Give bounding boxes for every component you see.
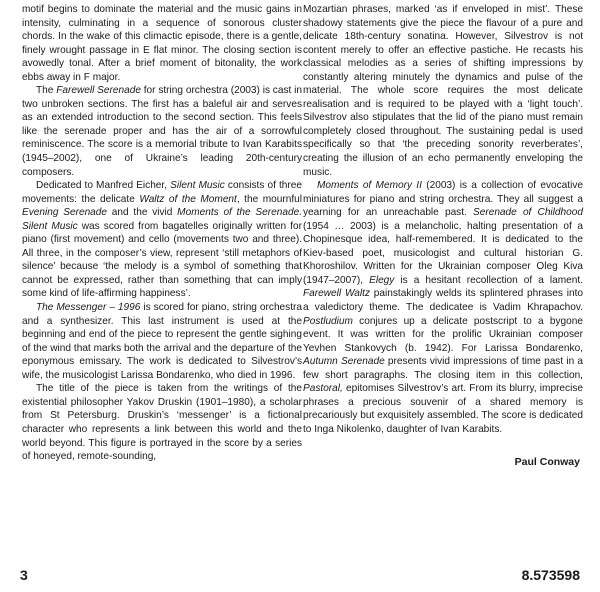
paragraph [22,382,302,463]
italic-title: Pastoral, [303,383,343,395]
italic-title: Evening Serenade [22,207,108,219]
italic-title: Silent Music [170,180,225,192]
paragraph [22,3,302,84]
text-run: Mozartian phrases, marked ‘as if enveloped in mist’. These shadowy statements give the piece the flavour of a pure and delicate 18th-century sonatina. However, Silvestrov is not content merely to offer an effective pastiche. He recasts his classical melodies as a series of shifting impressions by constantly altering minutely the dynamics and pulse of the material. The whole score requires the most delicate realisation and is required to be played with a ‘light touch’. Silvestrov also stipulates that the lid of the piano must remain completely closed throughout. The sustaining pedal is used specifically so that ‘the preceding sonority reverberates’, creating the illusion of an echo permanently enveloping the music. [303,4,583,178]
page-number: 3 [20,567,28,583]
right-text-column [303,3,583,437]
text-run: and the vivid [107,207,178,219]
italic-title: Serenade of Childhood [473,207,583,219]
text-run: conjures up a delicate postscript to a bygone event. It was written for the prolific Ukrainian composer Yevhen Stankovych (b. 1942). For Larissa Bondarenko, [303,315,583,354]
paragraph [22,179,302,301]
italic-title: Waltz of the Moment [139,193,237,205]
paragraph [303,179,583,436]
italic-title: Farewell Waltz [303,288,370,300]
italic-title: Elegy [369,274,395,286]
paragraph [22,301,302,382]
text-run: (2003) is a collection of evocative miniatures for piano and string orchestra. They all suggest a yearning for an unreachable past. [303,180,583,219]
text-run: is scored for piano, string orchestra and a synthesizer. This last instrument is used at the beginning and end of the piece to represent the gentle sighing of the wind that marks both the arrival and the departure of the eponymous emissary. The work is dedicated to Silvestrov’s wife, the musicologist Larissa Bondarenko, who died in 1996. [22,302,302,381]
text-run: for string orchestra (2003) is cast in two unbroken sections. The first has a baleful air and serves as an extended introduction to the second section. This feels like the serenade proper and has the air of a sorrowful reminiscence. The score is a memorial tribute to Ivan Karabits (1945–2002), one of Ukraine’s leading 20th-century composers. [22,85,302,178]
italic-title: The Messenger – 1996 [36,302,141,314]
author-signature: Paul Conway [514,456,580,468]
text-run: consists of three movements: the delicate [22,180,302,205]
text-run: was scored from bagatelles originally written for piano (first movement) and cello (movements two and three). All three, in the composer’s view, represent ‘still metaphors of silence’ because ‘the melody is a symbol of something that cannot be expressed, rather than something that can imply some kind of life-affirming happiness’. [22,220,302,300]
italic-title: Farewell Serenade [56,85,141,97]
text-run: is a hesitant recollection of a lament. [394,274,584,286]
paragraph [22,84,302,179]
text-run: The title of the piece is taken from the writings of the existential philosopher Yakov Druskin (1901–1980), a scholar from St Petersburg. Druskin’s ‘messenger’ is a fictional character who represents a link between this world and the world beyond. This figure is portrayed in the score by a series of honeyed, remote-sounding, [22,383,302,463]
paragraph [303,3,583,179]
italic-title: Autumn Serenade [303,356,385,368]
text-run: epitomises Silvestrov’s art. From its blurry, imprecise phrases a precious souvenir of a shared memory is precariously but exquisitely assembled. The score is dedicated to Inga Nikolenko, daughter of Ivan Karabits. [303,383,583,435]
text-run: presents vivid impressions of time past in a few short paragraphs. The closing item in this collection, [303,356,583,381]
text-run: painstakingly welds its splintered phrases into a valedictory theme. The dedicatee is Vadim Khrapachov. [303,288,584,314]
italic-title: Moments of Memory II [317,180,422,192]
text-run: Dedicated to Manfred Eicher, [36,180,171,192]
text-run: , the mournful [236,193,302,205]
left-text-column [22,3,302,464]
text-run: The [36,85,57,97]
text-run: (1954 … 2003) is a melancholic, halting presentation of a Chopinesque idea, half-remembered. It is dedicated to the Kiev-based poet, musicologist and cultural historian G. Khoroshilov. Written for the Ukrainian composer Oleg Kiva (1947–2007), [303,220,583,286]
text-run: motif begins to dominate the material and the music gains in intensity, culminating in a sequence of sonorous cluster chords. In the wake of this climactic episode, there is a gentle, finely wrought passage in E flat minor. The closing section is avowedly tonal. After a brief moment of bitonality, the work ebbs away in F major. [22,4,302,83]
catalogue-number: 8.573598 [521,567,580,583]
italic-title: Postludium [303,315,353,327]
italic-title: Moments of the Serenade. Silent Music [22,207,303,232]
